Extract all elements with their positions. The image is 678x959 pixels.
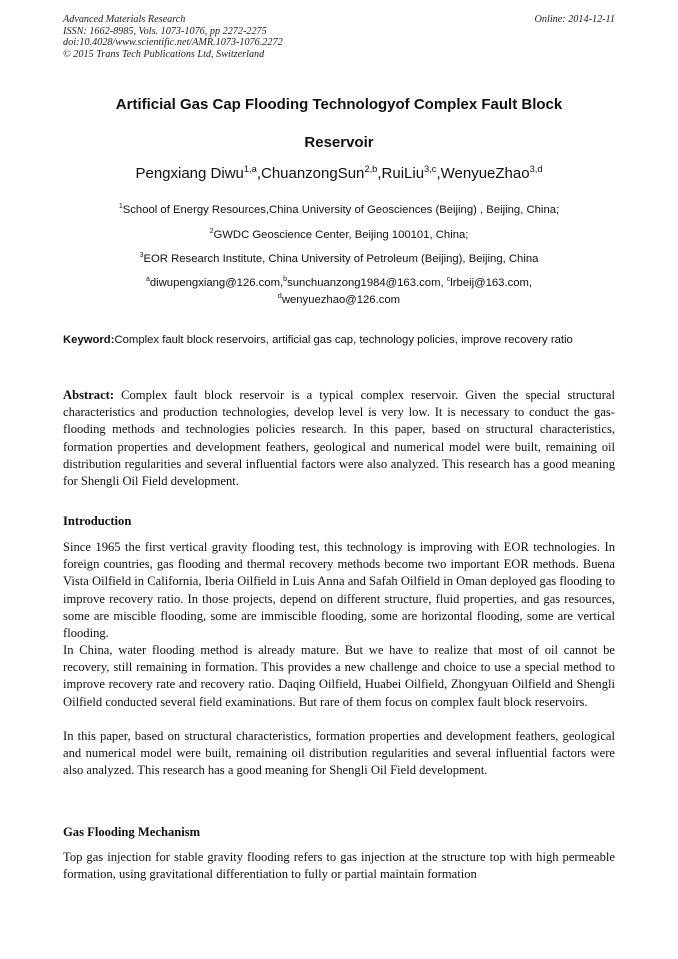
- introduction-heading: Introduction: [63, 514, 132, 528]
- journal-header: [63, 14, 615, 60]
- title-line-1: Artificial Gas Cap Flooding Technologyof Complex Fault Block: [115, 96, 563, 113]
- abstract-label: Abstract:: [63, 388, 115, 402]
- author-name: Pengxiang Diwu: [135, 165, 244, 182]
- author-sep: ,: [377, 165, 382, 182]
- author-sup: 3,c: [424, 164, 437, 174]
- online-date: Online: 2014-12-11: [534, 14, 615, 25]
- email-line-1: [63, 275, 615, 292]
- intro-paragraph-1: Since 1965 the first vertical gravity flooding test, this technology is improving with EOR technologies. In foreign countries, gas flooding and thermal recovery methods become two important EOR methods. Buena Vista Oilfield in California, Iberia Oilfield in Luis Anna and Safah Oilfield in Oman deployed gas flooding to improve recovery ratio. In those projects, depend on different structure, fluid properties, and gas resources, some are miscible flooding, some are immiscible flooding, some are horizontal flooding, some are vertical flooding.: [63, 540, 615, 641]
- keyword-label: Keyword:: [63, 334, 115, 346]
- email-line-2: [63, 292, 615, 309]
- intro-paragraph-3: In this paper, based on structural characteristics, formation properties and development feathers, geological and numerical model were built, remaining oil distribution regularities and several influential factors were also analyzed. This research has a good meaning for Shengli Oil Field development.: [63, 729, 615, 778]
- affiliation-text: School of Energy Resources,China University of Geosciences (Beijing) , Beijing, China;: [122, 204, 560, 216]
- affiliation-sup: 1: [118, 203, 123, 211]
- author-sep: ,: [436, 165, 441, 182]
- affiliation-1: [63, 203, 615, 217]
- author-list: [63, 164, 615, 184]
- affiliation-text: GWDC Geoscience Center, Beijing 100101, China;: [213, 229, 469, 241]
- author-name: RuiLiu: [381, 165, 425, 182]
- keyword-text: Complex fault block reservoirs, artificial gas cap, technology policies, improve recovery ratio: [114, 334, 573, 346]
- author-sup: 1,a: [243, 164, 257, 174]
- affiliation-sup: 3: [139, 252, 144, 260]
- issn-line: ISSN: 1662-8985, Vols. 1073-1076, pp 2272-2275: [63, 25, 267, 37]
- title-line-2: Reservoir: [304, 134, 374, 151]
- mechanism-paragraph: Top gas injection for stable gravity flooding refers to gas injection at the structure top with high permeable formation, using gravitational differentiation to fully or partial maintain formation: [63, 850, 615, 882]
- intro-paragraph-2: In China, water flooding method is already mature. But we have to realize that most of oil cannot be recovery, still remaining in formation. This provides a new challenge and choice to use a special method to improve recovery rate and recovery ratio. Daqing Oilfield, Huabei Oilfield, Zhongyuan Oilfield and Shengli Oilfield conducted several field examinations. But rare of them focus on complex fault block reservoirs.: [63, 643, 615, 709]
- author-sup: 3,d: [529, 164, 543, 174]
- keywords: [63, 332, 615, 349]
- doi-line[interactable]: doi:10.4028/www.scientific.net/AMR.1073-1076.2272: [63, 37, 283, 49]
- email-sup: b: [283, 276, 288, 284]
- copyright-line: © 2015 Trans Tech Publications Ltd, Switzerland: [63, 48, 265, 60]
- affiliation-text: EOR Research Institute, China University of Petroleum (Beijing), Beijing, China: [143, 253, 539, 265]
- affiliation-3: [63, 252, 615, 266]
- email-a[interactable]: diwupengxiang@126.com,: [149, 277, 284, 289]
- email-sup: c: [446, 276, 451, 284]
- mechanism-heading: Gas Flooding Mechanism: [63, 825, 201, 839]
- journal-name: Advanced Materials Research: [63, 14, 186, 25]
- email-c[interactable]: lrbeij@163.com,: [450, 277, 533, 289]
- affiliation-2: [63, 228, 615, 242]
- author-name: ChuanzongSun: [260, 165, 365, 182]
- paper-title: [63, 86, 615, 162]
- author-name: WenyueZhao: [440, 165, 530, 182]
- author-sep: ,: [256, 165, 261, 182]
- email-sup: d: [277, 293, 282, 301]
- email-d[interactable]: wenyuezhao@126.com: [281, 294, 401, 306]
- abstract: [63, 387, 615, 490]
- author-emails: [63, 275, 615, 309]
- email-b[interactable]: sunchuanzong1984@163.com,: [287, 277, 447, 289]
- abstract-text: Complex fault block reservoir is a typical complex reservoir. Given the special structural characteristics and production technologies, develop level is very low. It is necessary to conduct the gas-flooding methods and technologies policies research. In this paper, based on structural characteristics, formation properties and development feathers, geological and numerical model were built, remaining oil distribution regularities and several influential factors were also analyzed. This research has a good meaning for Shengli Oil Field development.: [63, 388, 615, 489]
- author-sup: 2,b: [364, 164, 378, 174]
- email-sup: a: [145, 276, 150, 284]
- affiliation-sup: 2: [209, 228, 214, 236]
